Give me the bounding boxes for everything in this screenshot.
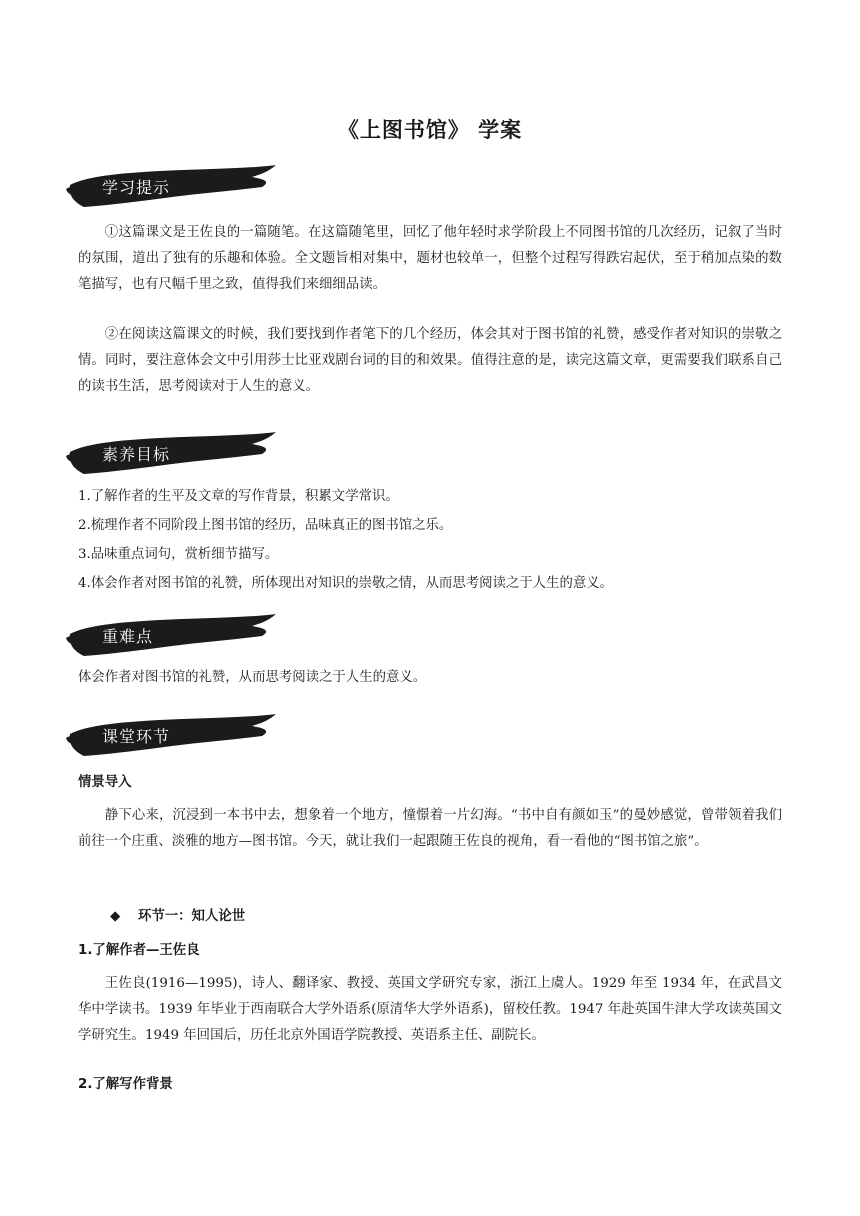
goal-item-2: 2.梳理作者不同阶段上图书馆的经历，品味真正的图书馆之乐。 xyxy=(78,518,453,533)
step-heading xyxy=(110,907,245,927)
brush-stroke-icon xyxy=(62,163,282,209)
tips-paragraph-1: ①这篇课文是王佐良的一篇随笔。在这篇随笔里，回忆了他年轻时求学阶段上不同图书馆的几次经历，记叙了当时的氛围，道出了独有的乐趣和体验。全文题旨相对集中，题材也较单一，但整个过程写得跌宕起伏，至于稍加点染的数笔描写，也有尺幅千里之致，值得我们来细细品读。 xyxy=(78,225,782,292)
section-heading: 重难点 xyxy=(102,627,154,646)
goal-item-4: 4.体会作者对图书馆的礼赞，所体现出对知识的崇敬之情，从而思考阅读之于人生的意义。 xyxy=(78,576,614,591)
section-banner-key-points xyxy=(62,612,282,658)
brush-stroke-icon xyxy=(62,712,282,758)
step-title: 环节一：知人论世 xyxy=(138,909,246,924)
goal-item-3: 3.品味重点词句，赏析细节描写。 xyxy=(78,547,279,562)
brush-stroke-icon xyxy=(62,612,282,658)
page-title: 《上图书馆》 学案 xyxy=(337,118,523,142)
intro-paragraph: 静下心来，沉浸到一本书中去，想象着一个地方，憧憬着一片幻海。“书中自有颜如玉”的曼妙感觉，曾带领着我们前往一个庄重、淡雅的地方—图书馆。今天，就让我们一起跟随王佐良的视角，看一看他的“图书馆之旅”。 xyxy=(78,808,782,849)
author-paragraph: 王佐良(1916—1995)，诗人、翻译家、教授、英国文学研究专家，浙江上虞人。1929 年至 1934 年，在武昌文华中学读书。1939 年毕业于西南联合大学外语系(原清华大学外语系)，留校任教。1947 年赴英国牛津大学攻读英国文学研究生。1949 年回国后，历任北京外国语学院教授、英语系主任、副院长。 xyxy=(78,976,782,1043)
section-banner-class xyxy=(62,712,282,758)
brush-stroke-icon xyxy=(62,430,282,476)
key-points-text: 体会作者对图书馆的礼赞，从而思考阅读之于人生的意义。 xyxy=(78,670,427,685)
intro-title: 情景导入 xyxy=(78,775,132,790)
diamond-bullet-icon: ◆ xyxy=(110,909,121,924)
section-heading: 课堂环节 xyxy=(102,727,171,746)
section-banner-tips xyxy=(62,163,282,209)
sub-title-author: 1.了解作者—王佐良 xyxy=(78,943,200,958)
sub-title-background: 2.了解写作背景 xyxy=(78,1077,173,1092)
goal-item-1: 1.了解作者的生平及文章的写作背景，积累文学常识。 xyxy=(78,489,399,504)
tips-paragraph-2: ②在阅读这篇课文的时候，我们要找到作者笔下的几个经历，体会其对于图书馆的礼赞，感受作者对知识的崇敬之情。同时，要注意体会文中引用莎士比亚戏剧台词的目的和效果。值得注意的是，读完这篇文章，更需要我们联系自己的读书生活，思考阅读对于人生的意义。 xyxy=(78,327,782,394)
section-banner-goals xyxy=(62,430,282,476)
section-heading: 学习提示 xyxy=(102,178,171,197)
section-heading: 素养目标 xyxy=(102,445,171,464)
